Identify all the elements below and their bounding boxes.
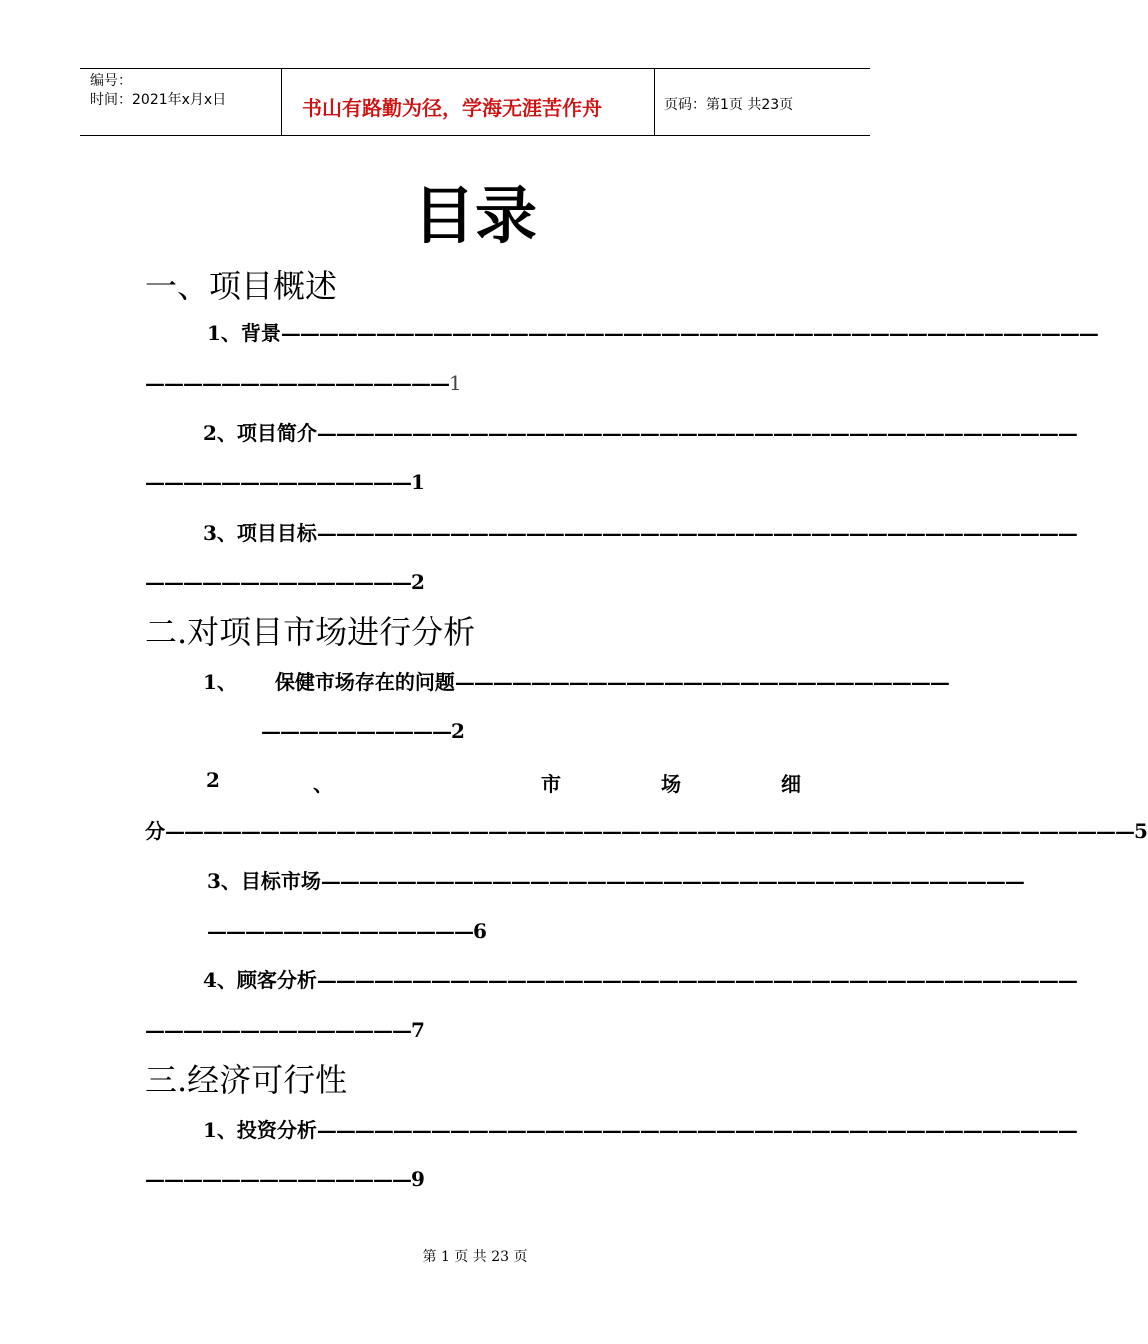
header-page-cell	[655, 69, 870, 135]
toc-page-number: 5	[1134, 819, 1148, 843]
toc-entry-line[interactable]	[145, 1166, 445, 1192]
section-heading-1: 一、项目概述	[145, 267, 338, 305]
toc-entry-label: 4、顾客分析	[203, 968, 317, 992]
toc-entry-spread[interactable]	[145, 768, 807, 798]
toc-entry-label: 3、目标市场	[207, 869, 321, 893]
toc-page-number: 6	[473, 919, 487, 943]
header-meta-cell	[80, 69, 282, 135]
toc-entry-line[interactable]	[145, 818, 1148, 844]
toc-entry-line[interactable]	[203, 420, 1077, 446]
leader-dashes: ——————————————————————————	[454, 670, 949, 694]
toc-entry-line[interactable]	[261, 718, 465, 744]
spread-char: 市	[541, 772, 561, 796]
toc-entry-line[interactable]	[145, 370, 462, 396]
time-label: 时间：2021年x月x日	[90, 92, 227, 108]
spread-char: 2	[206, 768, 220, 792]
toc-entry-line[interactable]	[203, 967, 1077, 993]
toc-entry-line[interactable]	[207, 320, 1098, 346]
leader-dashes: ——————————	[261, 719, 451, 743]
toc-entry-line[interactable]	[203, 669, 949, 695]
page-info: 页码：第1页 共23页	[664, 97, 794, 113]
leader-dashes: —————————————————————————————————————	[320, 869, 1024, 893]
page-footer: 第 1 页 共 23 页	[422, 1249, 528, 1265]
number-label: 编号：	[90, 73, 132, 89]
section-heading-2: 二.对项目市场进行分析	[145, 613, 476, 651]
leader-dashes: ——————————————	[207, 919, 473, 943]
toc-entry-label: 3、项目目标	[203, 521, 317, 545]
toc-page-number: 2	[411, 570, 425, 594]
toc-entry-line[interactable]	[145, 569, 445, 595]
spread-char: 场	[661, 772, 681, 796]
leader-dashes: ————————————————	[145, 371, 449, 395]
toc-entry-label: 2、项目简介	[203, 421, 317, 445]
leader-dashes: ——————————————	[145, 1018, 411, 1042]
toc-entry-label: 分	[145, 819, 165, 843]
toc-entry-line[interactable]	[203, 520, 1077, 546]
header-motto-cell	[282, 69, 655, 135]
leader-dashes: ———————————————————————————————————————————	[280, 321, 1098, 345]
toc-page-number: 7	[411, 1018, 425, 1042]
leader-dashes: ————————————————————————————————————————	[316, 421, 1077, 445]
toc-entry-label: 保健市场存在的问题	[274, 670, 455, 694]
toc-page-number: 9	[411, 1167, 425, 1191]
toc-entry-line[interactable]	[145, 1017, 445, 1043]
leader-dashes: ——————————————	[145, 470, 411, 494]
toc-entry-line[interactable]	[145, 469, 445, 495]
spread-char: 、	[313, 772, 333, 796]
toc-entry-line[interactable]	[207, 868, 1024, 894]
header-table	[80, 68, 870, 136]
spread-char: 细	[781, 772, 801, 796]
toc-entry-label: 1、投资分析	[203, 1118, 317, 1142]
page-title: 目录	[412, 179, 537, 252]
toc-entry-label: 1、背景	[207, 321, 281, 345]
toc-page-number: 2	[451, 719, 465, 743]
leader-dashes: ————————————————————————————————————————	[316, 968, 1077, 992]
leader-dashes: ———————————————————————————————————————————————————	[165, 819, 1134, 843]
leader-dashes: ————————————————————————————————————————	[316, 521, 1077, 545]
toc-entry-label: 1、	[203, 670, 237, 694]
section-heading-3: 三.经济可行性	[145, 1061, 348, 1099]
toc-entry-line[interactable]	[207, 918, 507, 944]
toc-page-number: 1	[411, 470, 425, 494]
leader-dashes: ——————————————	[145, 1167, 411, 1191]
toc-entry-line[interactable]	[203, 1117, 1077, 1143]
toc-page-number: 1	[449, 371, 462, 395]
leader-dashes: ————————————————————————————————————————	[316, 1118, 1077, 1142]
leader-dashes: ——————————————	[145, 570, 411, 594]
motto-text: 书山有路勤为径，学海无涯苦作舟	[302, 96, 602, 120]
